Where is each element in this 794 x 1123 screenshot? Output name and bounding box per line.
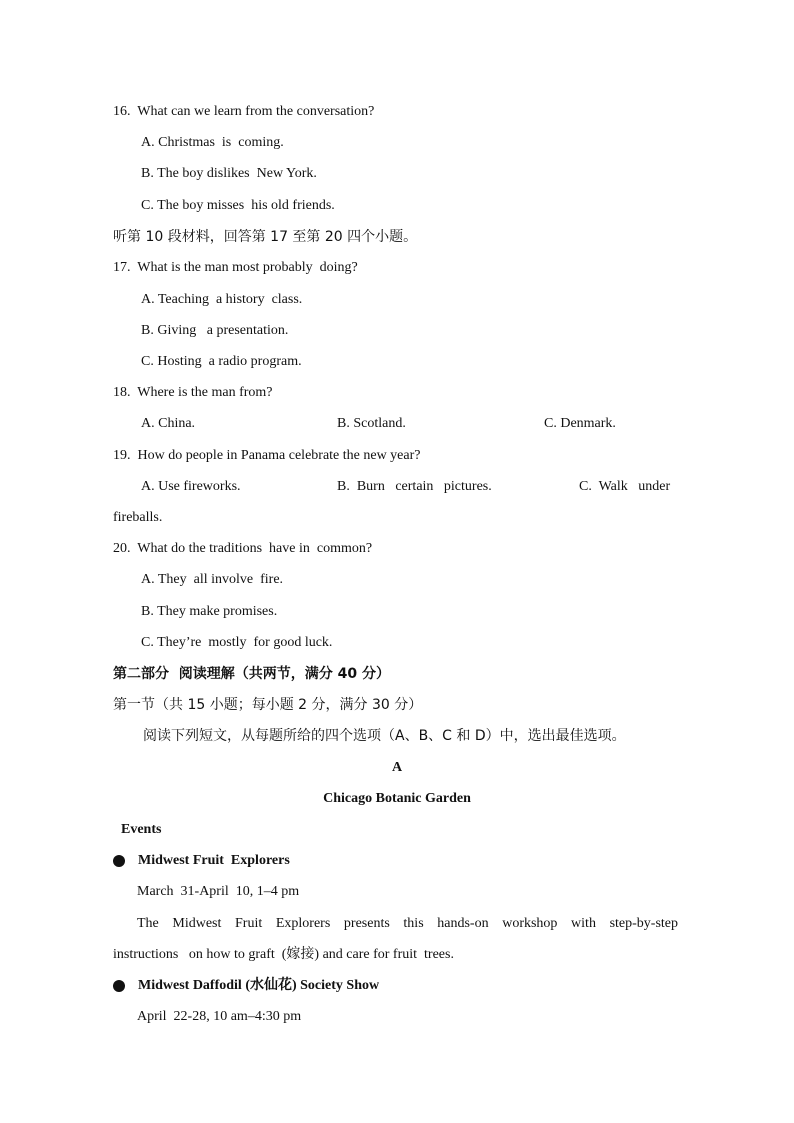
event-name: Midwest Fruit Explorers (138, 853, 290, 868)
part-title: 第二部分 阅读理解（共两节，满分 40 分） (113, 666, 390, 682)
q20-option-c: C. They’re mostly for good luck. (141, 635, 333, 650)
q20-option-a: A. They all involve fire. (141, 572, 284, 587)
question-16: 16. What can we learn from the conversation? (113, 104, 375, 119)
section-title: 第一节（共 15 小题；每小题 2 分，满分 30 分） (113, 697, 423, 713)
reading-instruction: 阅读下列短文，从每题所给的四个选项（A、B、C 和 D）中，选出最佳选项。 (143, 728, 626, 744)
q16-option-b: B. The boy dislikes New York. (141, 166, 317, 181)
question-19: 19. How do people in Panama celebrate the new year? (113, 448, 421, 463)
q20-option-b: B. They make promises. (141, 604, 278, 619)
q18-option-a: A. China. (141, 416, 196, 431)
bullet-icon (113, 980, 125, 992)
question-20: 20. What do the traditions have in common? (113, 541, 373, 556)
q18-option-b: B. Scotland. (337, 416, 406, 431)
events-heading: Events (121, 822, 162, 837)
q19-option-c: C. Walk under (579, 479, 671, 494)
bullet-icon (113, 855, 125, 867)
event-description-line: instructions on how to graft (嫁接) and care for fruit trees. (113, 947, 454, 962)
q16-option-a: A. Christmas is coming. (141, 135, 284, 150)
event-item (0, 975, 794, 997)
event-time: April 22-28, 10 am–4:30 pm (137, 1009, 302, 1024)
event-item (0, 850, 794, 872)
q17-option-c: C. Hosting a radio program. (141, 354, 302, 369)
event-description-line: The Midwest Fruit Explorers presents this hands-on workshop with step-by-step (137, 916, 678, 931)
q19-options (0, 476, 794, 498)
q19-option-c-wrap: fireballs. (113, 510, 163, 525)
question-17: 17. What is the man most probably doing? (113, 260, 358, 275)
q17-option-b: B. Giving a presentation. (141, 323, 289, 338)
q18-option-c: C. Denmark. (544, 416, 616, 431)
question-18: 18. Where is the man from? (113, 385, 273, 400)
q16-option-c: C. The boy misses his old friends. (141, 198, 335, 213)
q19-option-a: A. Use fireworks. (141, 479, 241, 494)
q19-option-b: B. Burn certain pictures. (337, 479, 492, 494)
event-name: Midwest Daffodil (水仙花) Society Show (138, 978, 380, 993)
q18-options (0, 413, 794, 435)
event-time: March 31-April 10, 1–4 pm (137, 884, 300, 899)
passage-title: Chicago Botanic Garden (323, 791, 471, 806)
q17-option-a: A. Teaching a history class. (141, 292, 303, 307)
passage-label: A (391, 760, 403, 775)
listening-instruction: 听第 10 段材料，回答第 17 至第 20 四个小题。 (113, 229, 418, 245)
